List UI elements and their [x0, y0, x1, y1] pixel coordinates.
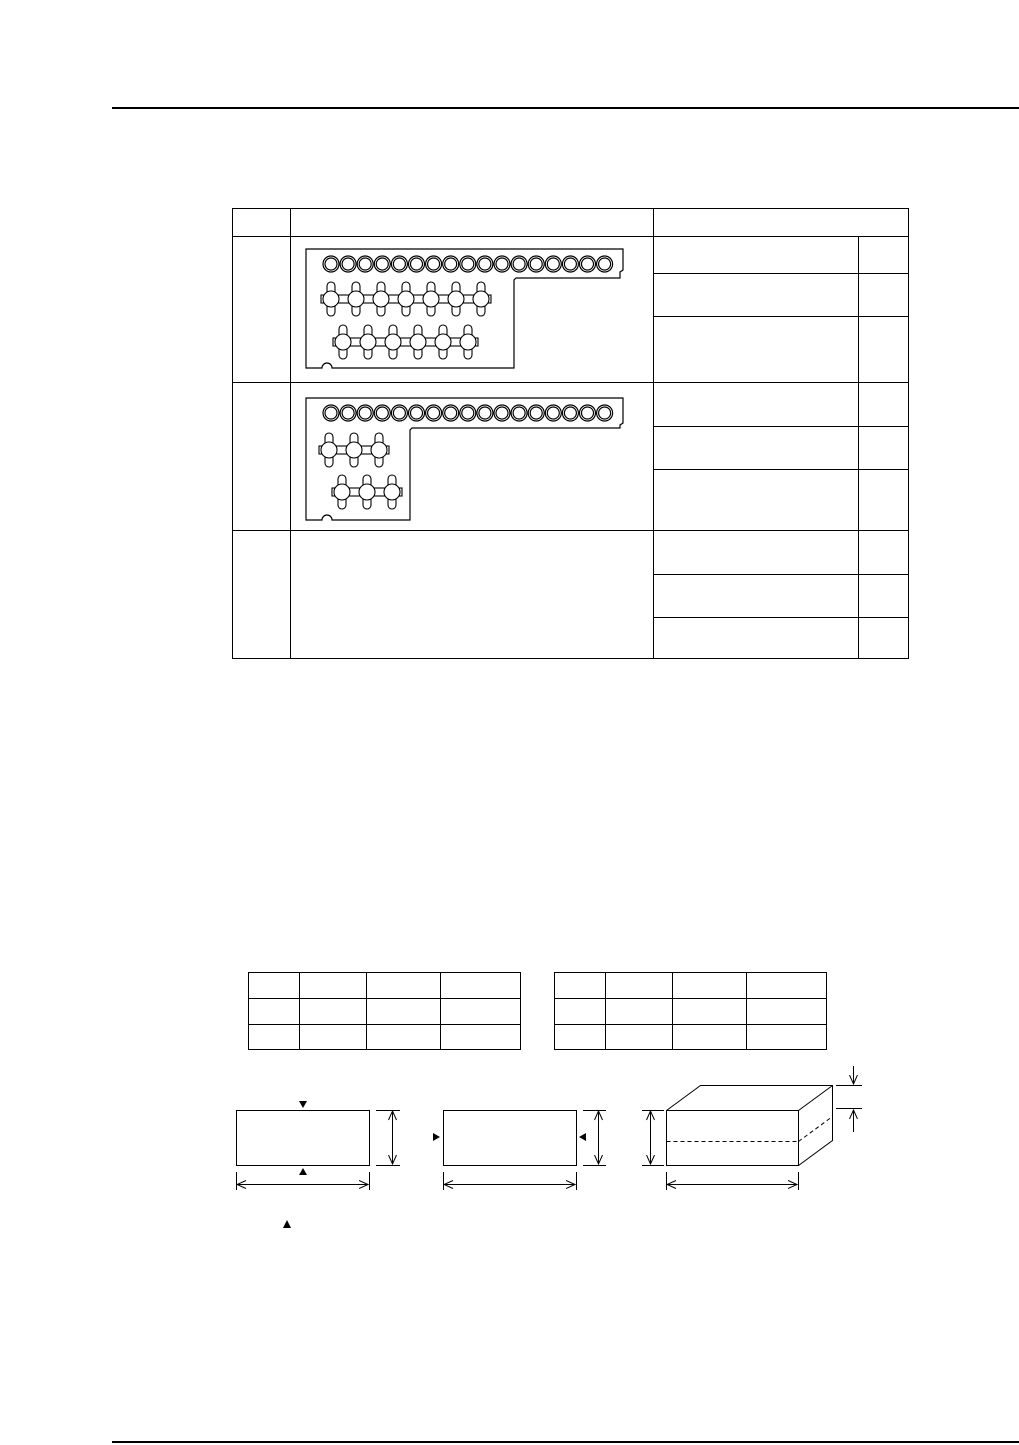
triangle-up-icon [283, 1220, 291, 1228]
